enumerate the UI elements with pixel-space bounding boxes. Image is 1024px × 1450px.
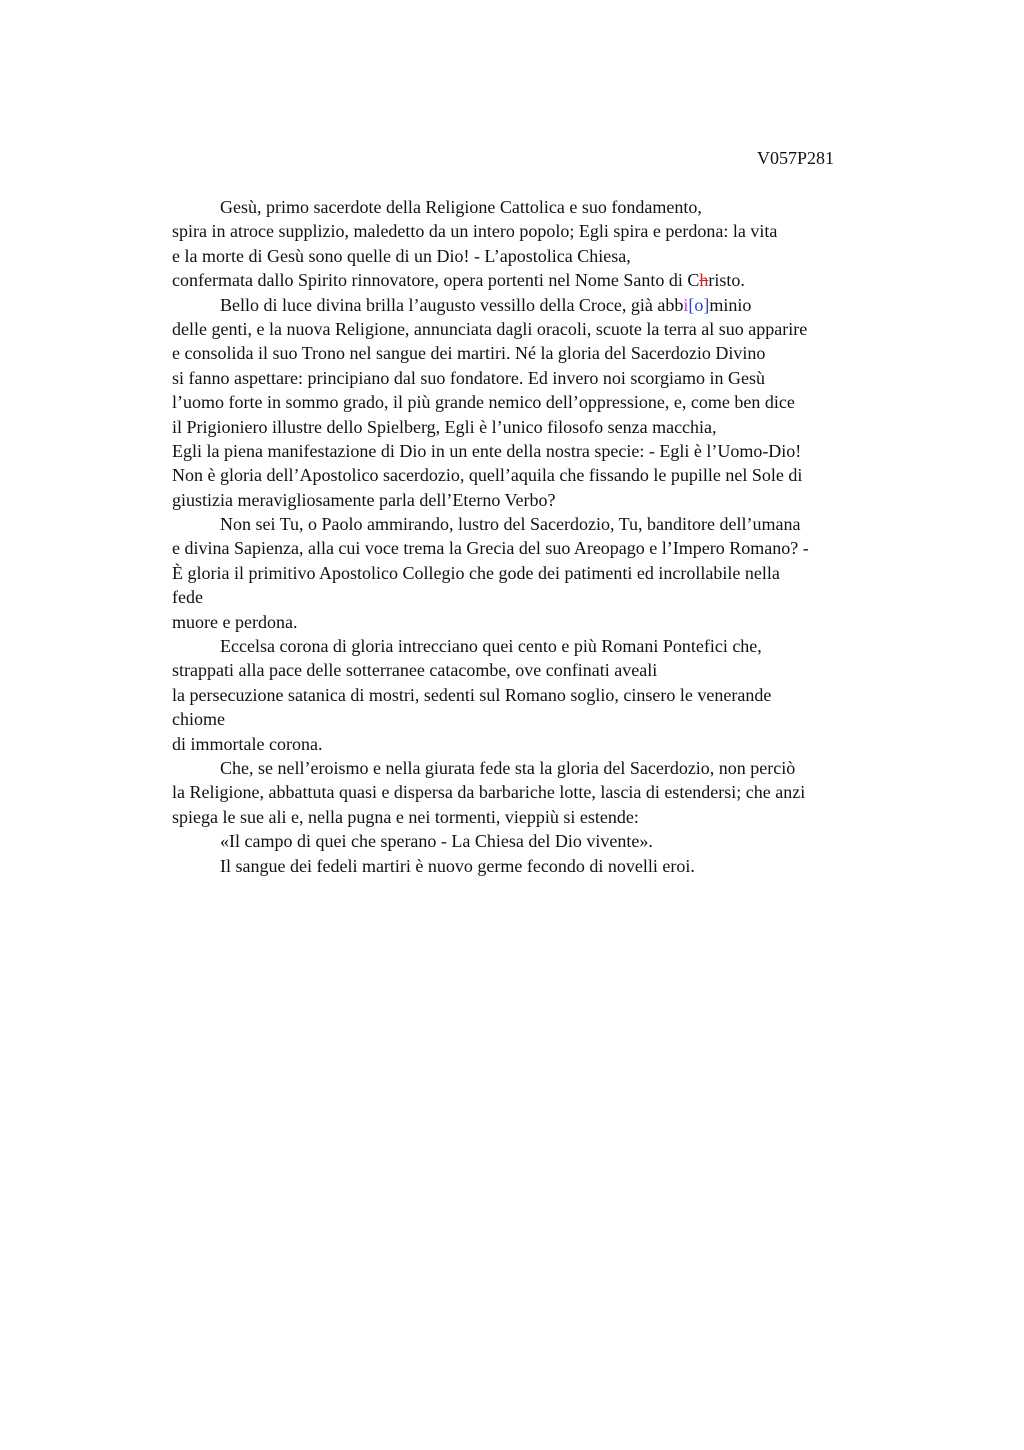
text-line: Non è gloria dell’Apostolico sacerdozio, quell’aquila che fissando le pupille nel Sole di xyxy=(172,465,803,486)
text-line: di immortale corona. xyxy=(172,733,323,754)
text-line: Il sangue dei fedeli martiri è nuovo germe fecondo di novelli eroi. xyxy=(220,855,695,876)
text-line: giustizia meravigliosamente parla dell’Eterno Verbo? xyxy=(172,489,556,510)
text-line: chiome xyxy=(172,709,225,730)
text-line: l’uomo forte in sommo grado, il più grande nemico dell’oppressione, e, come ben dice xyxy=(172,392,795,413)
text-line: il Prigioniero illustre dello Spielberg, Egli è l’unico filosofo senza macchia, xyxy=(172,416,717,437)
inserted-mark: [o] xyxy=(688,294,710,315)
text-line: e la morte di Gesù sono quelle di un Dio! - L’apostolica Chiesa, xyxy=(172,245,631,266)
text-line xyxy=(172,293,912,317)
page-identifier: V057P281 xyxy=(757,148,835,168)
text-segment: minio xyxy=(709,294,752,315)
text-line: strappati alla pace delle sotterranee catacombe, ove confinati aveali xyxy=(172,660,658,681)
text-line: e divina Sapienza, alla cui voce trema la Grecia del suo Areopago e l’Impero Romano? - xyxy=(172,538,809,559)
deleted-mark: h xyxy=(699,270,709,291)
text-line: Egli la piena manifestazione di Dio in un ente della nostra specie: - Egli è l’Uomo-Dio! xyxy=(172,440,802,461)
text-line: e consolida il suo Trono nel sangue dei martiri. Né la gloria del Sacerdozio Divino xyxy=(172,343,766,364)
text-line: Non sei Tu, o Paolo ammirando, lustro del Sacerdozio, Tu, banditore dell’umana xyxy=(220,514,801,535)
text-line: la persecuzione satanica di mostri, sedenti sul Romano soglio, cinsero le venerande xyxy=(172,684,772,705)
text-line: È gloria il primitivo Apostolico Collegio che gode dei patimenti ed incrollabile nella xyxy=(172,562,780,583)
text-line: spira in atroce supplizio, maledetto da un intero popolo; Egli spira e perdona: la vita xyxy=(172,221,778,242)
text-line: Eccelsa corona di gloria intrecciano quei cento e più Romani Pontefici che, xyxy=(220,636,762,657)
text-line: spiega le sue ali e, nella pugna e nei tormenti, vieppiù si estende: xyxy=(172,806,639,827)
text-line: Gesù, primo sacerdote della Religione Cattolica e suo fondamento, xyxy=(220,197,702,217)
text-line: fede xyxy=(172,587,203,608)
text-line: Che, se nell’eroismo e nella giurata fede sta la gloria del Sacerdozio, non perciò xyxy=(220,757,796,778)
inserted-mark: i xyxy=(683,294,689,315)
text-line: «Il campo di quei che sperano - La Chiesa del Dio vivente». xyxy=(220,831,653,852)
text-segment: confermata dallo Spirito rinnovatore, opera portenti nel Nome Santo di C xyxy=(172,270,700,291)
text-line xyxy=(172,268,912,292)
text-line: muore e perdona. xyxy=(172,611,298,632)
text-segment: Bello di luce divina brilla l’augusto vessillo della Croce, già abb xyxy=(220,294,684,315)
text-line: la Religione, abbattuta quasi e dispersa da barbariche lotte, lascia di estendersi; che anzi xyxy=(172,782,806,803)
document-body xyxy=(172,195,912,878)
text-segment: risto. xyxy=(708,270,745,291)
text-line: delle genti, e la nuova Religione, annunciata dagli oracoli, scuote la terra al suo apparire xyxy=(172,318,808,339)
text-line: si fanno aspettare: principiano dal suo fondatore. Ed invero noi scorgiamo in Gesù xyxy=(172,367,766,388)
